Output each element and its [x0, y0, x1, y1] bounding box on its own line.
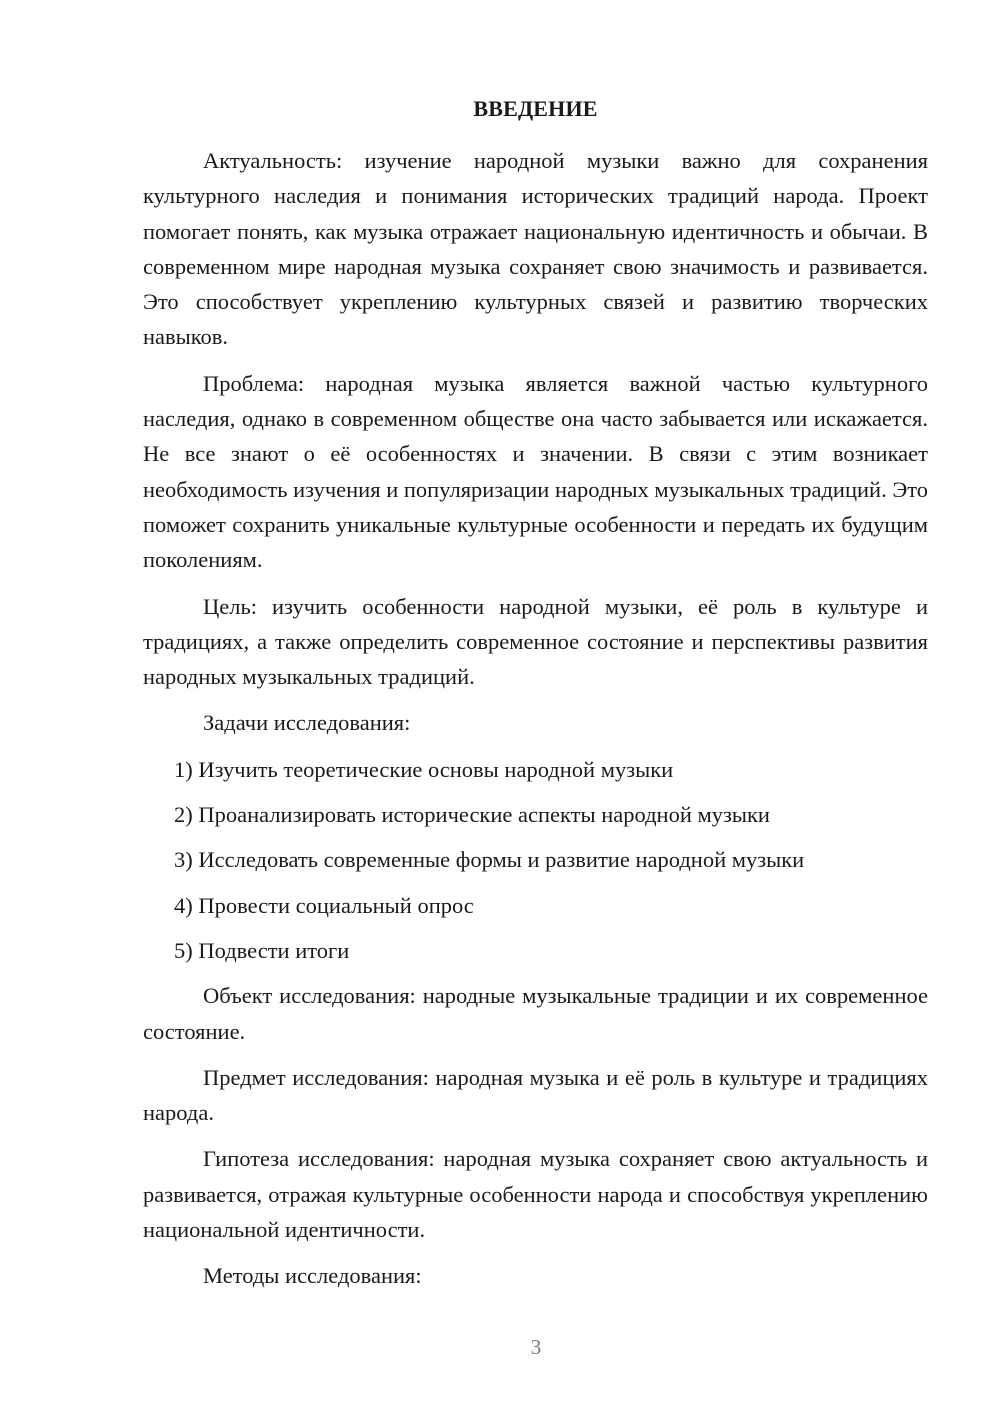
- list-item: 1) Изучить теоретические основы народной музыки: [174, 756, 674, 782]
- page-number: 3: [530, 1335, 542, 1359]
- paragraph-hypothesis: Гипотеза исследования: народная музыка сохраняет свою актуальность и развивается, отражая культурные особенности народа и способствуя укреплению национальной идентичности.: [143, 1146, 928, 1243]
- tasks-list: [143, 752, 928, 968]
- paragraph-goal: Цель: изучить особенности народной музыки, её роль в культуре и традициях, а также определить современное состояние и перспективы развития народных музыкальных традиций.: [143, 593, 928, 690]
- document-body: [143, 143, 928, 1305]
- list-item: 5) Подвести итоги: [174, 937, 350, 963]
- list-item: 2) Проанализировать исторические аспекты народной музыки: [174, 802, 770, 828]
- methods-heading: Методы исследования:: [203, 1263, 422, 1289]
- list-item: 3) Исследовать современные формы и развитие народной музыки: [174, 847, 805, 873]
- paragraph-object: Объект исследования: народные музыкальные традиции и их современное состояние.: [143, 983, 928, 1044]
- tasks-heading: Задачи исследования:: [203, 710, 411, 736]
- section-title: ВВЕДЕНИЕ: [473, 96, 598, 121]
- paragraph-relevance: Актуальность: изучение народной музыки важно для сохранения культурного наследия и понимания исторических традиций народа. Проект помогает понять, как музыка отражает национальную идентичность и обычаи. В современном мире народная музыка сохраняет свою значимость и развивается. Это способствует укреплению культурных связей и развитию творческих навыков.: [143, 148, 928, 350]
- paragraph-subject: Предмет исследования: народная музыка и её роль в культуре и традициях народа.: [143, 1064, 928, 1126]
- list-item: 4) Провести социальный опрос: [174, 892, 474, 918]
- paragraph-problem: Проблема: народная музыка является важной частью культурного наследия, однако в современном обществе она часто забывается или искажается. Не все знают о её особенностях и значении. В связи с этим возникает необходимость изучения и популяризации народных музыкальных традиций. Это поможет сохранить уникальные культурные особенности и передать их будущим поколениям.: [143, 370, 928, 573]
